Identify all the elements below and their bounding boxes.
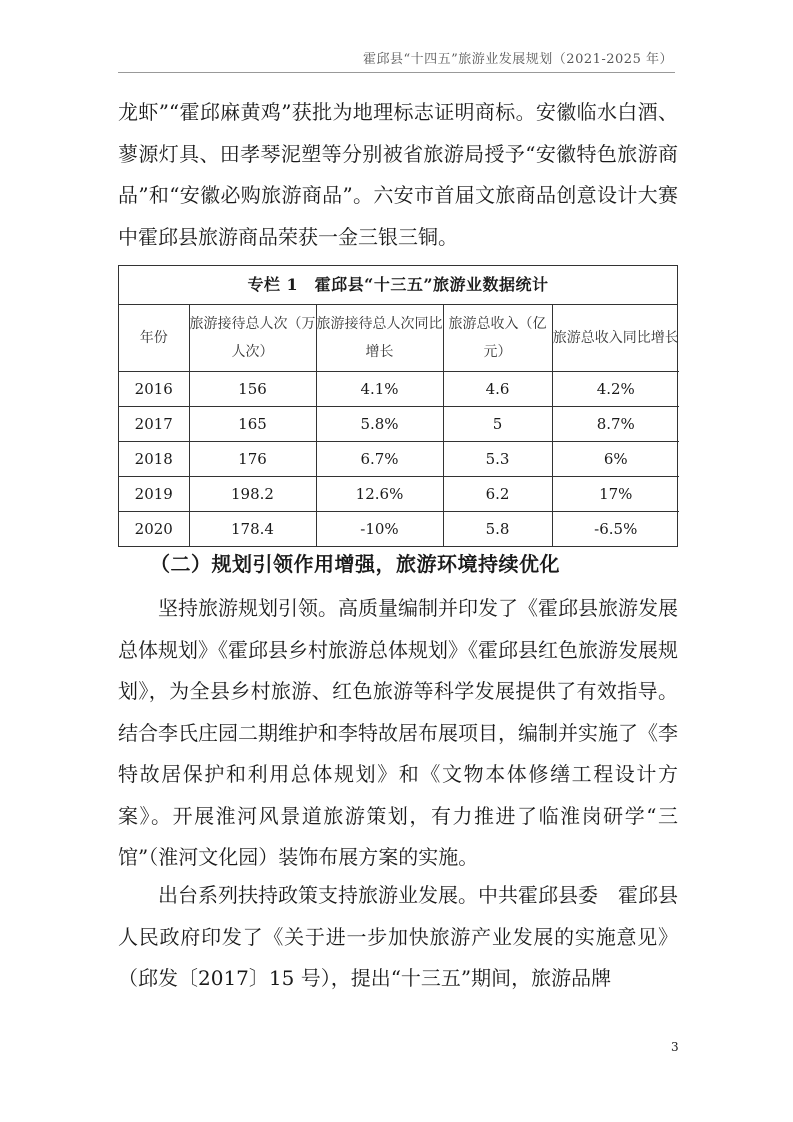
column-header-visitors-growth: 旅游接待总人次同比增长 <box>316 305 443 372</box>
cell-year: 2019 <box>119 477 189 512</box>
stats-box <box>118 265 678 547</box>
header-divider <box>118 72 675 73</box>
cell-visitors: 198.2 <box>189 477 316 512</box>
column-header-revenue: 旅游总收入（亿元） <box>443 305 552 372</box>
column-header-year: 年份 <box>119 305 189 372</box>
cell-visitors: 176 <box>189 442 316 477</box>
cell-visitors-growth: 4.1% <box>316 372 443 407</box>
cell-visitors: 165 <box>189 407 316 442</box>
box-title: 专栏 1 霍邱县“十三五”旅游业数据统计 <box>119 266 677 305</box>
cell-year: 2016 <box>119 372 189 407</box>
cell-revenue-growth: 17% <box>552 477 679 512</box>
intro-paragraph: 龙虾”“霍邱麻黄鸡”获批为地理标志证明商标。安徽临水白酒、蓼源灯具、田孝琴泥塑等分别被省旅游局授予“安徽特色旅游商品”和“安徽必购旅游商品”。六安市首届文旅商品创意设计大赛中霍邱县旅游商品荣获一金三银三铜。 <box>118 100 678 249</box>
cell-visitors-growth: -10% <box>316 512 443 547</box>
section-heading: （二）规划引领作用增强，旅游环境持续优化 <box>150 552 560 576</box>
cell-revenue-growth: 6% <box>552 442 679 477</box>
cell-revenue-growth: 4.2% <box>552 372 679 407</box>
cell-year: 2018 <box>119 442 189 477</box>
column-header-revenue-growth: 旅游总收入同比增长 <box>552 305 679 372</box>
table-row <box>119 442 679 477</box>
table-row <box>119 372 679 407</box>
cell-revenue: 5 <box>443 407 552 442</box>
table-row <box>119 512 679 547</box>
column-header-visitors: 旅游接待总人次（万人次） <box>189 305 316 372</box>
cell-revenue: 6.2 <box>443 477 552 512</box>
running-header: 霍邱县“十四五”旅游业发展规划（2021-2025 年） <box>363 52 673 67</box>
cell-revenue: 5.8 <box>443 512 552 547</box>
cell-revenue: 4.6 <box>443 372 552 407</box>
cell-visitors-growth: 6.7% <box>316 442 443 477</box>
cell-visitors-growth: 12.6% <box>316 477 443 512</box>
table-row <box>119 477 679 512</box>
stats-table <box>119 305 679 546</box>
table-header-row <box>119 305 679 372</box>
cell-visitors-growth: 5.8% <box>316 407 443 442</box>
cell-revenue: 5.3 <box>443 442 552 477</box>
cell-revenue-growth: -6.5% <box>594 520 638 538</box>
body-paragraph: 出台系列扶持政策支持旅游业发展。中共霍邱县委 霍邱县人民政府印发了《关于进一步加快旅游产业发展的实施意见》（邱发〔2017〕15 号），提出“十三五”期间，旅游品牌 <box>118 883 678 990</box>
cell-visitors: 156 <box>189 372 316 407</box>
page-number: 3 <box>671 1040 679 1054</box>
body-paragraph: 坚持旅游规划引领。高质量编制并印发了《霍邱县旅游发展总体规划》《霍邱县乡村旅游总体规划》《霍邱县红色旅游发展规划》，为全县乡村旅游、红色旅游等科学发展提供了有效指导。结合李氏庄园二期维护和李特故居布展项目，编制并实施了《李特故居保护和利用总体规划》和《文物本体修缮工程设计方案》。开展淮河风景道旅游策划，有力推进了临淮岗研学“三馆”（淮河文化园）装饰布展方案的实施。 <box>118 596 678 869</box>
cell-visitors: 178.4 <box>189 512 316 547</box>
cell-year: 2017 <box>119 407 189 442</box>
cell-revenue-growth: 8.7% <box>552 407 679 442</box>
cell-year: 2020 <box>119 512 189 547</box>
table-row <box>119 407 679 442</box>
